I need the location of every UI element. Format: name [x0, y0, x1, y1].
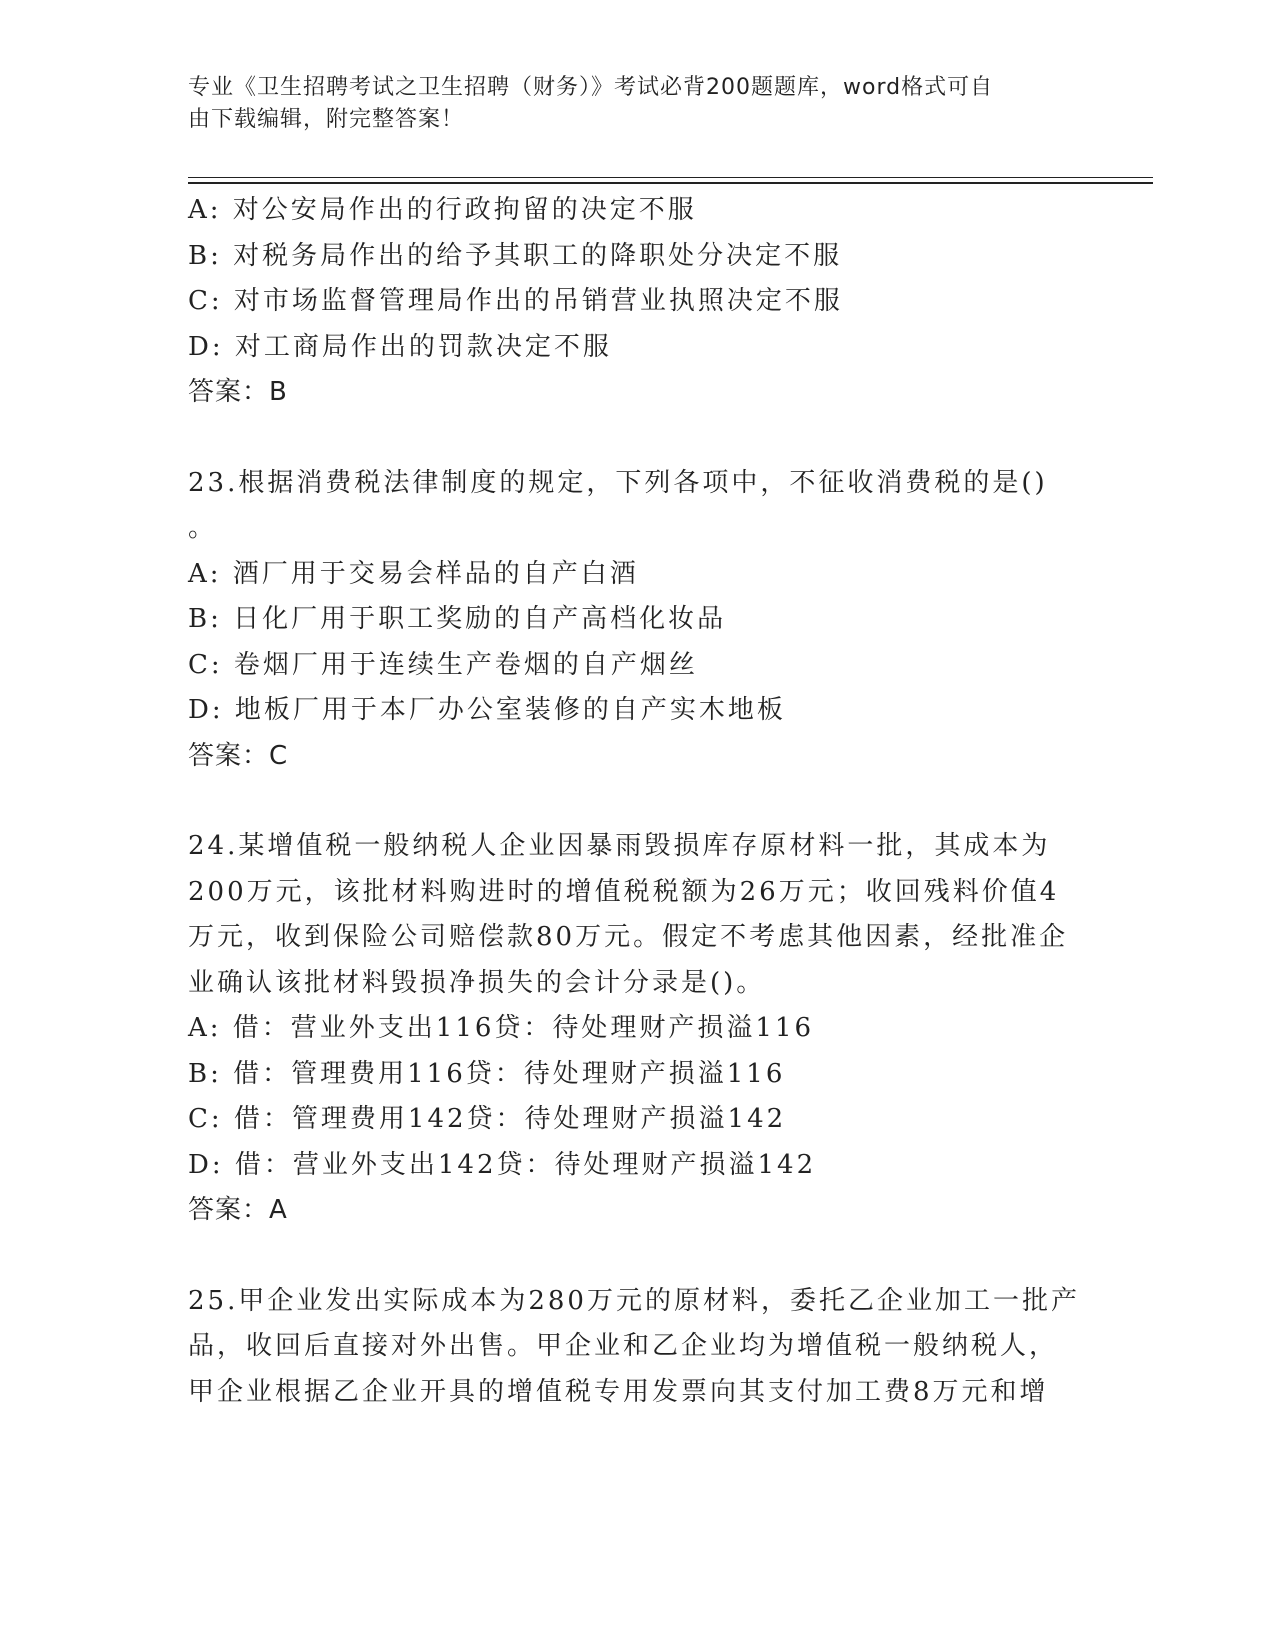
question-25 — [188, 1279, 1088, 1416]
option-a: A: 酒厂用于交易会样品的自产白酒 — [188, 558, 639, 589]
option-d: D: 借：营业外支出142贷：待处理财产损溢142 — [188, 1149, 817, 1180]
question-stem-line: 万元，收到保险公司赔偿款80万元。假定不考虑其他因素，经批准企 — [188, 922, 1069, 952]
question-stem-line: 甲企业根据乙企业开具的增值税专用发票向其支付加工费8万元和增 — [188, 1376, 1049, 1407]
answer: 答案：B — [188, 377, 288, 407]
question-stem-line: 200万元，该批材料购进时的增值税税额为26万元；收回残料价值4 — [188, 876, 1060, 907]
question-23 — [188, 461, 1088, 780]
header-divider-thick — [188, 182, 1153, 184]
document-header — [188, 72, 1068, 136]
answer: 答案：A — [188, 1195, 288, 1225]
question-stem-line: 品，收回后直接对外出售。甲企业和乙企业均为增值税一般纳税人， — [188, 1331, 1059, 1361]
question-24 — [188, 824, 1088, 1234]
question-list — [188, 188, 1088, 1415]
option-d: D: 对工商局作出的罚款决定不服 — [188, 331, 612, 362]
option-a: A: 对公安局作出的行政拘留的决定不服 — [188, 195, 697, 225]
question-stem-line: 。 — [188, 513, 218, 543]
question-stem-line: 25.甲企业发出实际成本为280万元的原材料，委托乙企业加工一批产 — [188, 1285, 1080, 1316]
spacer — [188, 416, 1088, 461]
header-line: 由下载编辑，附完整答案！ — [188, 107, 465, 132]
question-stem-line: 24.某增值税一般纳税人企业因暴雨毁损库存原材料一批，其成本为 — [188, 831, 1051, 861]
option-c: C: 借：管理费用142贷：待处理财产损溢142 — [188, 1104, 787, 1134]
question-stem-line: 业确认该批材料毁损净损失的会计分录是()。 — [188, 967, 766, 998]
option-d: D: 地板厂用于本厂办公室装修的自产实木地板 — [188, 695, 786, 725]
answer: 答案：C — [188, 740, 289, 771]
spacer — [188, 779, 1088, 824]
option-c: C: 卷烟厂用于连续生产卷烟的自产烟丝 — [188, 649, 698, 680]
option-b: B: 借：管理费用116贷：待处理财产损溢116 — [188, 1058, 786, 1089]
header-line: 专业《卫生招聘考试之卫生招聘（财务）》考试必背200题题库，word格式可自 — [188, 75, 994, 100]
option-a: A: 借：营业外支出116贷：待处理财产损溢116 — [188, 1013, 815, 1043]
option-c: C: 对市场监督管理局作出的吊销营业执照决定不服 — [188, 286, 843, 316]
spacer — [188, 1234, 1088, 1279]
option-b: B: 日化厂用于职工奖励的自产高档化妆品 — [188, 604, 727, 634]
header-divider-thin — [188, 177, 1153, 178]
question-22 — [188, 188, 1088, 416]
option-b: B: 对税务局作出的给予其职工的降职处分决定不服 — [188, 240, 843, 271]
question-stem-line: 23.根据消费税法律制度的规定，下列各项中，不征收消费税的是() — [188, 467, 1048, 498]
